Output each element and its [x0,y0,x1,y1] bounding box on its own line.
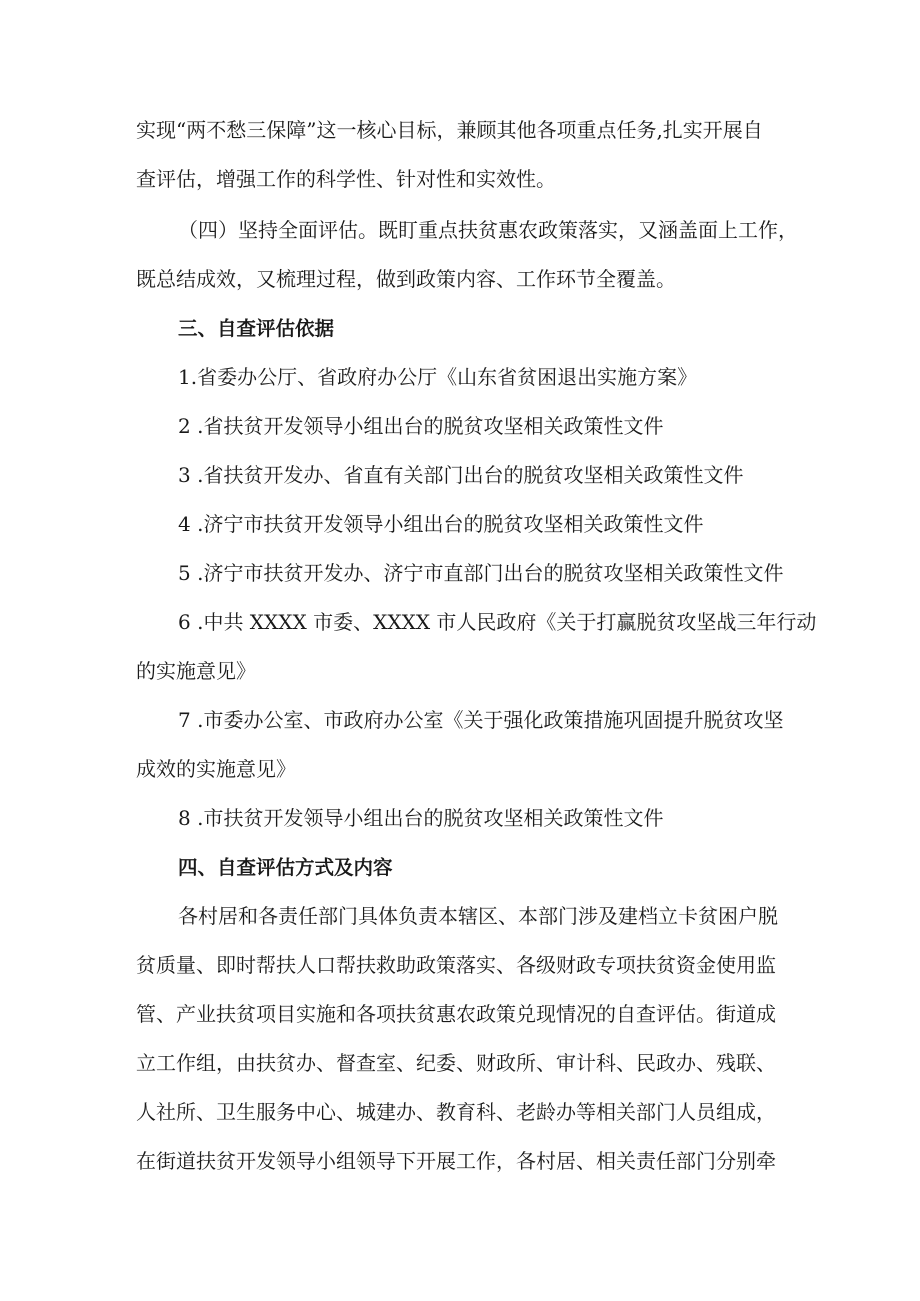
text-line: 既总结成效，又梳理过程，做到政策内容、工作环节全覆盖。 [136,267,676,291]
section-heading-basis: 三、自查评估依据 [178,317,335,340]
text-line: （四）坚持全面评估。既盯重点扶贫惠农政策落实，又涵盖面上工作， [178,218,798,242]
text-line: 在街道扶贫开发领导小组领导下开展工作，各村居、相关责任部门分别牵 [136,1149,776,1173]
basis-item [178,402,796,451]
text-line: 人社所、卫生服务中心、城建办、教育科、老龄办等相关部门人员组成， [136,1100,776,1124]
basis-item [178,451,796,500]
basis-item [178,549,796,598]
text-line: 成效的实施意见》 [136,757,296,781]
text-line: 管、产业扶贫项目实施和各项扶贫惠农政策兑现情况的自查评估。街道成 [136,1002,776,1026]
text-line: 8 .市扶贫开发领导小组出台的脱贫攻坚相关政策性文件 [178,806,664,830]
text-line: 7 .市委办公室、市政府办公室《关于强化政策措施巩固提升脱贫攻坚 [178,708,784,732]
text-line: 2 .省扶贫开发领导小组出台的脱贫攻坚相关政策性文件 [178,414,664,438]
section-heading-method: 四、自查评估方式及内容 [178,856,393,879]
basis-item [136,696,796,794]
basis-item [136,598,817,696]
basis-item [178,353,796,402]
text-line: 3 .省扶贫开发办、省直有关部门出台的脱贫攻坚相关政策性文件 [178,463,744,487]
text-line: 贫质量、即时帮扶人口帮扶救助政策落实、各级财政专项扶贫资金使用监 [136,953,776,977]
basis-item [178,794,796,843]
text-line: 各村居和各责任部门具体负责本辖区、本部门涉及建档立卡贫困户脱 [178,904,778,928]
text-line: 4 .济宁市扶贫开发领导小组出台的脱贫攻坚相关政策性文件 [178,512,704,536]
basis-item [178,500,796,549]
text-line: 实现“两不愁三保障”这一核心目标，兼顾其他各项重点任务,扎实开展自 [136,118,763,142]
text-line: 的实施意见》 [136,659,256,683]
paragraph-goal [136,106,796,204]
text-line: 1.省委办公厅、省政府办公厅《山东省贫困退出实施方案》 [178,365,698,389]
paragraph-principle-four [136,206,796,304]
text-line: 6 .中共 XXXX 市委、XXXX 市人民政府《关于打赢脱贫攻坚战三年行动 [178,610,817,634]
text-line: 立工作组，由扶贫办、督查室、纪委、财政所、审计科、民政办、残联、 [136,1051,776,1075]
paragraph-method [136,892,796,1186]
text-line: 5 .济宁市扶贫开发办、济宁市直部门出台的脱贫攻坚相关政策性文件 [178,561,784,585]
text-line: 查评估，增强工作的科学性、针对性和实效性。 [136,167,556,191]
